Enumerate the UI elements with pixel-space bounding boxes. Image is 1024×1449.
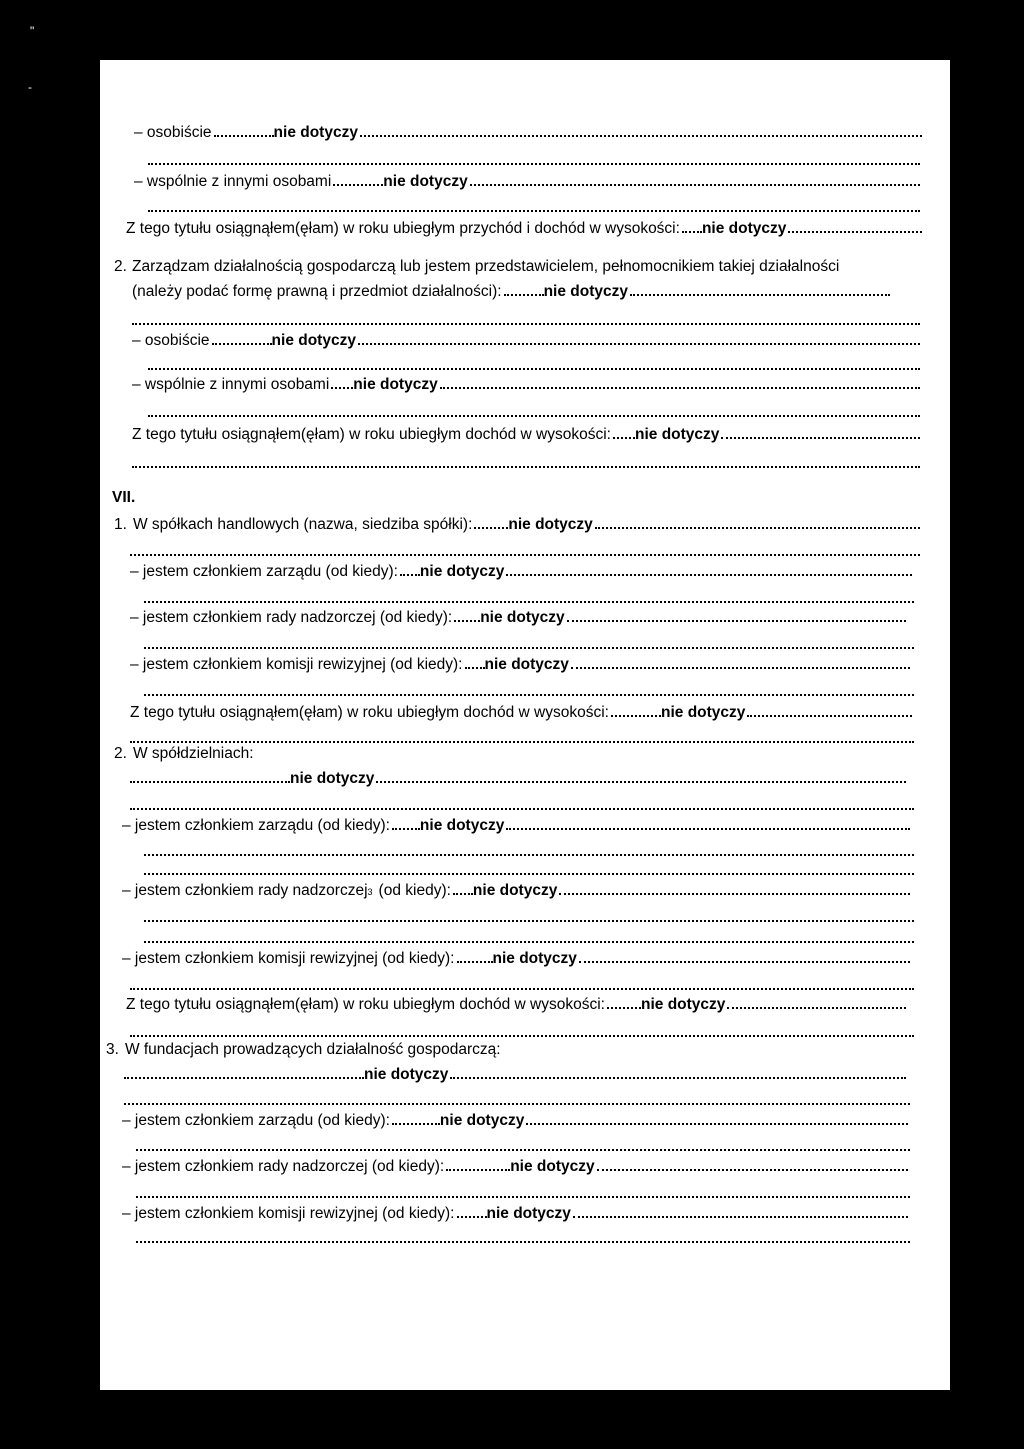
field-label: – jestem członkiem zarządu (od kiedy): bbox=[122, 817, 390, 834]
dotted-line bbox=[130, 1035, 914, 1037]
field-label: – jestem członkiem zarządu (od kiedy): bbox=[130, 563, 398, 580]
vi-p2-line2 bbox=[132, 281, 890, 302]
field-label: – jestem członkiem komisji rewizyjnej (od kiedy): bbox=[130, 656, 463, 673]
field-value: nie dotyczy bbox=[271, 332, 356, 349]
field-value: nie dotyczy bbox=[419, 563, 505, 580]
field-label: Z tego tytułu osiągnąłem(ęłam) w roku ubiegłym dochód w wysokości: bbox=[130, 704, 609, 721]
vii-s2-board-row bbox=[122, 815, 910, 836]
item-number: 2. bbox=[114, 258, 127, 275]
field-value: nie dotyczy bbox=[486, 1205, 571, 1222]
vii-s3-value-row bbox=[124, 1064, 906, 1085]
dotted-line bbox=[144, 854, 914, 856]
field-label: – jestem członkiem rady nadzorczej (od kiedy): bbox=[122, 1158, 445, 1175]
dotted-line bbox=[144, 873, 914, 875]
dotted-line bbox=[130, 554, 920, 556]
dotted-line bbox=[124, 1103, 910, 1105]
field-value: nie dotyczy bbox=[439, 1112, 525, 1129]
vii-s2-income-row bbox=[126, 994, 906, 1015]
field-label: – jestem członkiem rady nadzorczej (od kiedy): bbox=[130, 609, 453, 626]
dotted-line bbox=[136, 1196, 910, 1198]
vii-s1-income-row bbox=[130, 702, 912, 723]
item-number: 1. bbox=[114, 516, 127, 533]
document-page bbox=[100, 60, 950, 1390]
field-value: nie dotyczy bbox=[480, 609, 565, 626]
field-value: nie dotyczy bbox=[661, 704, 746, 721]
vii-s3-audit-row bbox=[122, 1203, 908, 1224]
field-value: nie dotyczy bbox=[364, 1066, 449, 1083]
field-value: nie dotyczy bbox=[508, 516, 593, 533]
vii-s3-board-row bbox=[122, 1110, 908, 1131]
vi-personal-row bbox=[134, 122, 922, 143]
vi-p2-line1 bbox=[114, 257, 922, 277]
field-value: nie dotyczy bbox=[641, 996, 726, 1013]
vii-s2-audit-row bbox=[122, 948, 910, 969]
dotted-line bbox=[132, 323, 920, 325]
field-value: nie dotyczy bbox=[635, 426, 720, 443]
field-label: – jestem członkiem komisji rewizyjnej (od kiedy): bbox=[122, 1205, 455, 1222]
vii-s1-audit-row bbox=[130, 654, 910, 675]
field-value: nie dotyczy bbox=[273, 124, 358, 141]
field-label: W spółkach handlowych (nazwa, siedziba spółki): bbox=[132, 516, 473, 533]
vii-s1-row bbox=[114, 514, 920, 535]
vii-s3-heading bbox=[106, 1040, 950, 1060]
footnote-mark: 3 bbox=[367, 887, 373, 897]
field-value: nie dotyczy bbox=[701, 220, 787, 237]
field-value: nie dotyczy bbox=[510, 1158, 595, 1175]
field-label: – wspólnie z innymi osobami bbox=[134, 173, 332, 190]
vi-p2-personal-row bbox=[132, 330, 920, 351]
scan-mark-second: - bbox=[28, 80, 32, 94]
field-label: Z tego tytułu osiągnąłem(ęłam) w roku ubiegłym dochód w wysokości: bbox=[126, 996, 605, 1013]
field-label-suffix: (od kiedy): bbox=[378, 882, 451, 899]
dotted-line bbox=[148, 368, 920, 370]
dotted-line bbox=[144, 941, 914, 943]
field-value: nie dotyczy bbox=[492, 950, 577, 967]
field-label: Z tego tytułu osiągnąłem(ęłam) w roku ubiegłym dochód w wysokości: bbox=[132, 426, 611, 443]
dotted-line bbox=[130, 741, 914, 743]
field-label: W fundacjach prowadzących działalność gospodarczą: bbox=[124, 1041, 501, 1058]
dotted-line bbox=[130, 988, 914, 990]
field-value: nie dotyczy bbox=[484, 656, 569, 673]
vii-s2-supervisory-row bbox=[122, 880, 910, 902]
field-label: W spółdzielniach: bbox=[132, 745, 254, 762]
dotted-line bbox=[144, 601, 914, 603]
scan-mark-top: " bbox=[30, 24, 35, 38]
dotted-line bbox=[132, 466, 920, 468]
field-label: (należy podać formę prawną i przedmiot działalności): bbox=[132, 283, 502, 300]
field-label: – osobiście bbox=[132, 332, 210, 349]
dotted-line bbox=[148, 210, 920, 212]
field-label: – jestem członkiem zarządu (od kiedy): bbox=[122, 1112, 390, 1129]
field-value: nie dotyczy bbox=[472, 882, 558, 899]
field-label: – jestem członkiem komisji rewizyjnej (od kiedy): bbox=[122, 950, 455, 967]
field-value: nie dotyczy bbox=[383, 173, 468, 190]
field-label: Z tego tytułu osiągnąłem(ęłam) w roku ubiegłym przychód i dochód w wysokości: bbox=[126, 220, 680, 237]
dotted-line bbox=[136, 1241, 910, 1243]
dotted-line bbox=[148, 163, 920, 165]
vii-s1-board-row bbox=[130, 561, 912, 582]
field-label: – jestem członkiem rady nadzorczej bbox=[122, 882, 368, 899]
field-value: nie dotyczy bbox=[353, 376, 438, 393]
dotted-line bbox=[136, 1149, 910, 1151]
vii-s2-value-row bbox=[130, 768, 906, 789]
vi-p2-income-row bbox=[132, 424, 920, 445]
vii-s2-heading bbox=[114, 744, 950, 764]
field-label: – osobiście bbox=[134, 124, 212, 141]
vi-joint-row bbox=[134, 171, 920, 192]
section-heading-vii: VII. bbox=[112, 489, 136, 506]
item-number: 2. bbox=[114, 745, 127, 762]
item-number: 3. bbox=[106, 1041, 119, 1058]
dotted-line bbox=[144, 920, 914, 922]
dotted-line bbox=[144, 647, 914, 649]
field-value: nie dotyczy bbox=[290, 770, 375, 787]
vii-s3-supervisory-row bbox=[122, 1156, 908, 1177]
dotted-line bbox=[144, 694, 914, 696]
vi-p2-joint-row bbox=[132, 374, 920, 395]
field-label: – wspólnie z innymi osobami bbox=[132, 376, 330, 393]
vi-income-row bbox=[126, 218, 922, 239]
dotted-line bbox=[130, 808, 914, 810]
vii-s1-supervisory-row bbox=[130, 607, 906, 628]
field-value: nie dotyczy bbox=[419, 817, 505, 834]
dotted-line bbox=[148, 415, 920, 417]
item-text: Zarządzam działalnością gospodarczą lub jestem przedstawicielem, pełnomocnikiem takiej działalności bbox=[132, 258, 840, 275]
field-value: nie dotyczy bbox=[543, 283, 629, 300]
